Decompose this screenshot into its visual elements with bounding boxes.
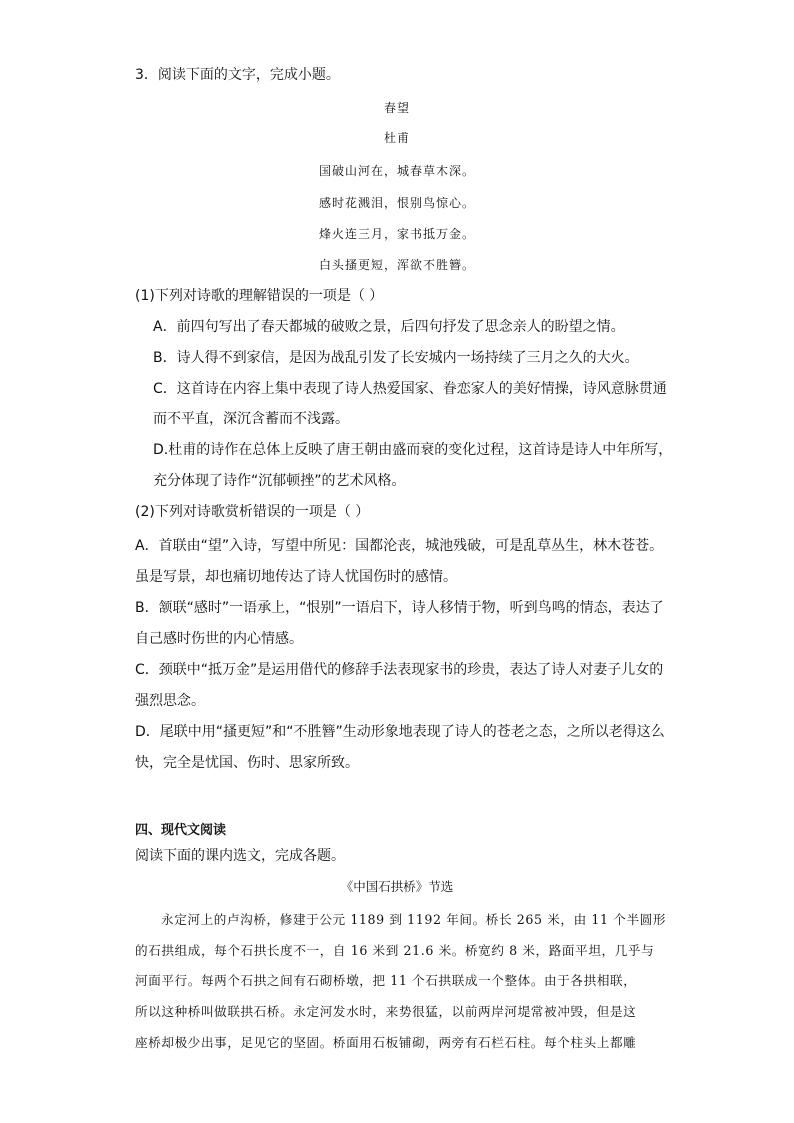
poem-author: 杜甫 [383, 131, 410, 145]
poem-line: 烽火连三月，家书抵万金。 [318, 227, 475, 241]
passage-line: 永定河上的卢沟桥，修建于公元 1189 到 1192 年间。桥长 265 米，由 11 个半圆形 [161, 912, 667, 927]
sub-question-2-stem: (2)下列对诗歌赏析错误的一项是（ ） [135, 504, 370, 520]
option-1d-cont: 充分体现了诗作“沉郁顿挫”的艺术风格。 [153, 473, 406, 489]
option-1c: C．这首诗在内容上集中表现了诗人热爱国家、眷恋家人的美好情操，诗风意脉贯通 [153, 381, 667, 397]
option-2a-cont: 虽是写景，却也痛切地传达了诗人忧国伤时的感情。 [135, 569, 457, 585]
passage-line: 座桥却极少出事，足见它的坚固。桥面用石板铺砌，两旁有石栏石柱。每个柱头上都雕 [135, 1035, 637, 1050]
option-2d: D．尾联中用“搔更短”和“不胜簪”生动形象地表现了诗人的苍老之态，之所以老得这么 [135, 724, 665, 740]
option-1d: D.杜甫的诗作在总体上反映了唐王朝由盛而衰的变化过程，这首诗是诗人中年所写， [153, 442, 673, 458]
poem-title: 春望 [383, 101, 410, 115]
option-2c: C．颈联中“抵万金”是运用借代的修辞手法表现家书的珍贵，表达了诗人对妻子儿女的 [135, 662, 664, 678]
poem-line: 国破山河在，城春草木深。 [318, 164, 475, 178]
option-1a: A．前四句写出了春天都城的破败之景，后四句抒发了思念亲人的盼望之情。 [153, 319, 625, 335]
poem-line: 白头搔更短，浑欲不胜簪。 [318, 258, 475, 272]
poem-line: 感时花溅泪，恨别鸟惊心。 [318, 196, 475, 210]
option-2c-cont: 强烈思念。 [135, 693, 205, 709]
sub-question-1-stem: (1)下列对诗歌的理解错误的一项是（ ） [135, 288, 384, 304]
option-1b: B．诗人得不到家信，是因为战乱引发了长安城内一场持续了三月之久的大火。 [153, 350, 639, 366]
passage-line: 河面平行。每两个石拱之间有石砌桥墩，把 11 个石拱联成一个整体。由于各拱相联， [135, 973, 637, 988]
option-2b: B．颔联“感时”一语承上，“恨别”一语启下，诗人移情于物，听到鸟鸣的情态，表达了 [135, 600, 664, 616]
option-2a: A．首联由“望”入诗，写望中所见：国都沦丧，城池残破，可是乱草丛生，林木苍苍。 [135, 538, 664, 554]
option-2d-cont: 快，完全是忧国、伤时、思家所致。 [135, 755, 359, 771]
option-1c-cont: 而不平直，深沉含蓄而不浅露。 [153, 411, 349, 427]
passage-line: 所以这种桥叫做联拱石桥。永定河发水时，来势很猛，以前两岸河堤常被冲毁，但是这 [135, 1004, 637, 1019]
question-intro: 3．阅读下面的文字，完成小题。 [135, 67, 340, 83]
passage-title: 《中国石拱桥》节选 [340, 879, 454, 894]
option-2b-cont: 自己感时伤世的内心情感。 [135, 631, 303, 647]
section-heading: 四、现代文阅读 [135, 823, 227, 838]
passage-line: 的石拱组成，每个石拱长度不一，自 16 米到 21.6 米。桥宽约 8 米，路面平坦，几乎与 [135, 943, 655, 958]
section-instruction: 阅读下面的课内选文，完成各题。 [135, 848, 345, 864]
